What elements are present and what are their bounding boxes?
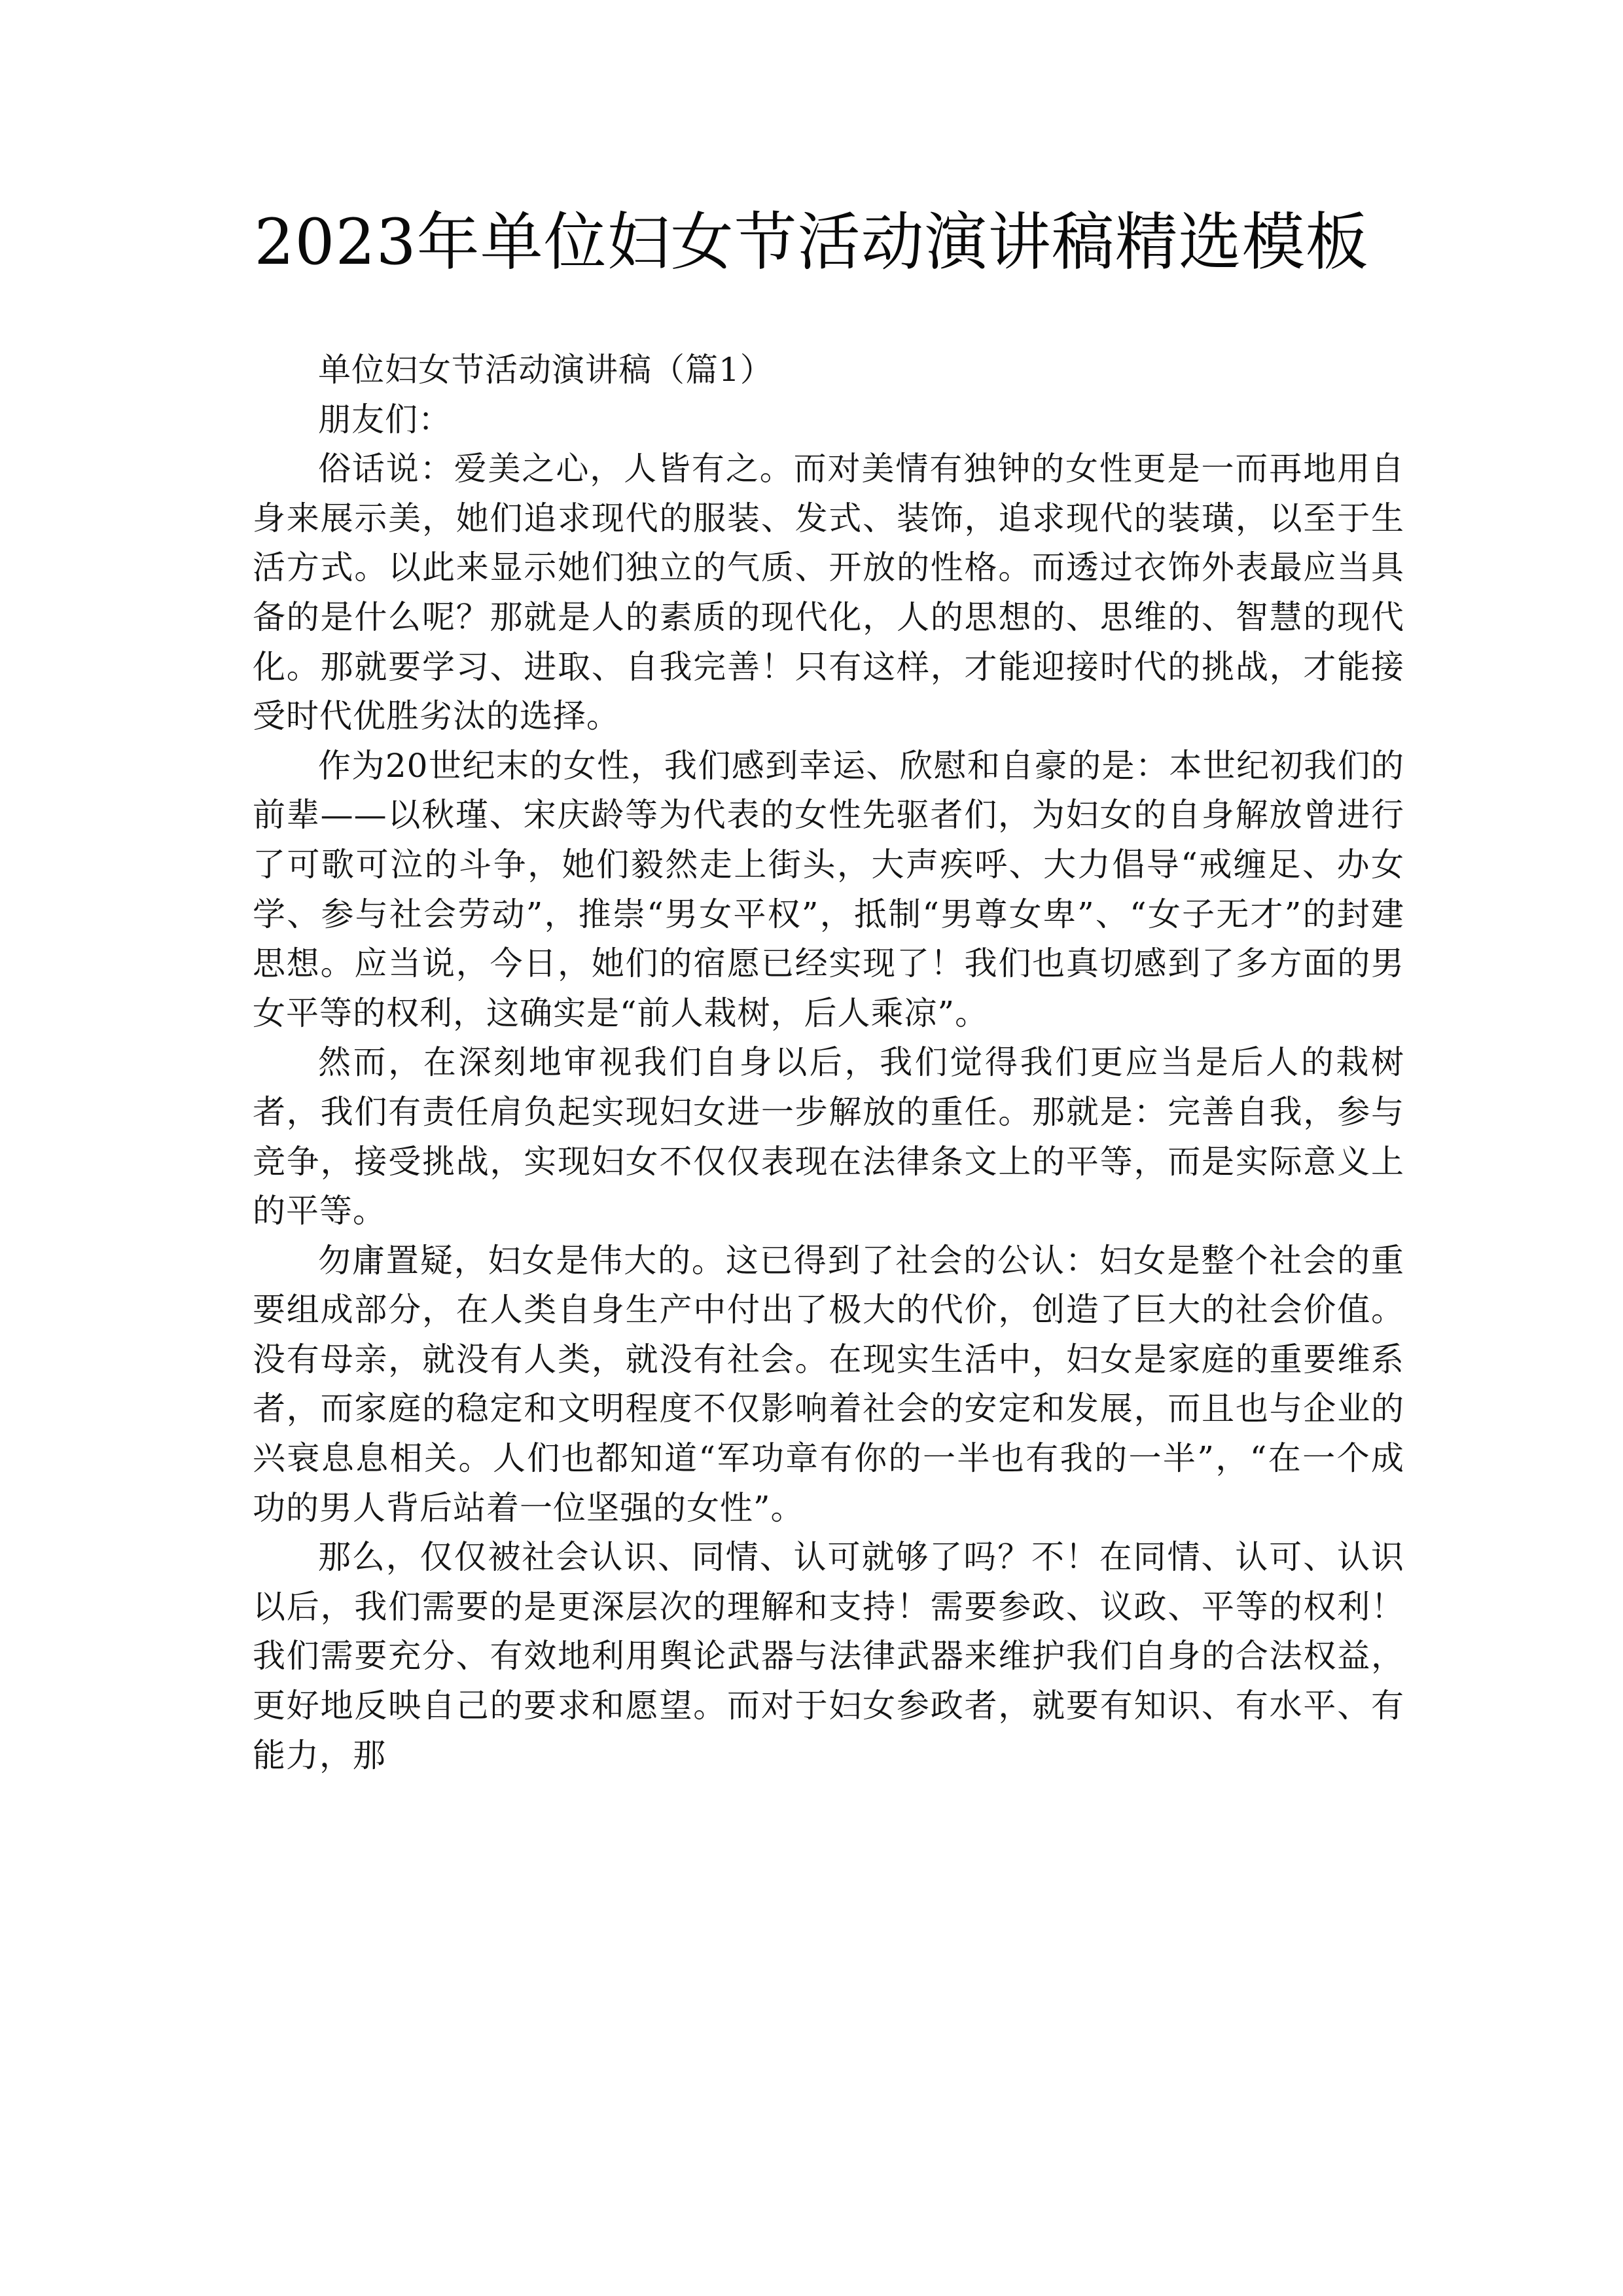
salutation: 朋友们： (318, 400, 452, 439)
body-paragraph: 然而，在深刻地审视我们自身以后，我们觉得我们更应当是后人的栽树者，我们有责任肩负起实现妇女进一步解放的重任。那就是：完善自我，参与竞争，接受挑战，实现妇女不仅仅表现在法律条文上的平等，而是实际意义上的平等。 (253, 1043, 1404, 1230)
body-paragraph: 勿庸置疑，妇女是伟大的。这已得到了社会的公认：妇女是整个社会的重要组成部分，在人类自身生产中付出了极大的代价，创造了巨大的社会价值。没有母亲，就没有人类，就没有社会。在现实生活中，妇女是家庭的重要维系者，而家庭的稳定和文明程度不仅影响着社会的安定和发展，而且也与企业的兴衰息息相关。人们也都知道“军功章有你的一半也有我的一半”，“在一个成功的男人背后站着一位坚强的女性”。 (253, 1241, 1404, 1527)
section-heading: 单位妇女节活动演讲稿（篇1） (318, 351, 774, 389)
document-title: 2023年单位妇女节活动演讲稿精选模板 (254, 206, 1369, 279)
body-paragraph: 俗话说：爱美之心，人皆有之。而对美情有独钟的女性更是一而再地用自身来展示美，她们追求现代的服装、发式、装饰，追求现代的装璜，以至于生活方式。以此来显示她们独立的气质、开放的性格。而透过衣饰外表最应当具备的是什么呢？那就是人的素质的现代化，人的思想的、思维的、智慧的现代化。那就要学习、进取、自我完善！只有这样，才能迎接时代的挑战，才能接受时代优胜劣汰的选择。 (253, 450, 1404, 736)
document-body (253, 346, 1404, 1780)
body-paragraph: 作为20世纪末的女性，我们感到幸运、欣慰和自豪的是：本世纪初我们的前辈——以秋瑾、宋庆龄等为代表的女性先驱者们，为妇女的自身解放曾进行了可歌可泣的斗争，她们毅然走上街头，大声疾呼、大力倡导“戒缠足、办女学、参与社会劳动”，推崇“男女平权”，抵制“男尊女卑”、“女子无才”的封建思想。应当说，今日，她们的宿愿已经实现了！我们也真切感到了多方面的男女平等的权利，这确实是“前人栽树，后人乘凉”。 (253, 746, 1404, 1032)
body-paragraph: 那么，仅仅被社会认识、同情、认可就够了吗？不！在同情、认可、认识以后，我们需要的是更深层次的理解和支持！需要参政、议政、平等的权利！我们需要充分、有效地利用舆论武器与法律武器来维护我们自身的合法权益，更好地反映自己的要求和愿望。而对于妇女参政者，就要有知识、有水平、有能力，那 (253, 1538, 1404, 1774)
